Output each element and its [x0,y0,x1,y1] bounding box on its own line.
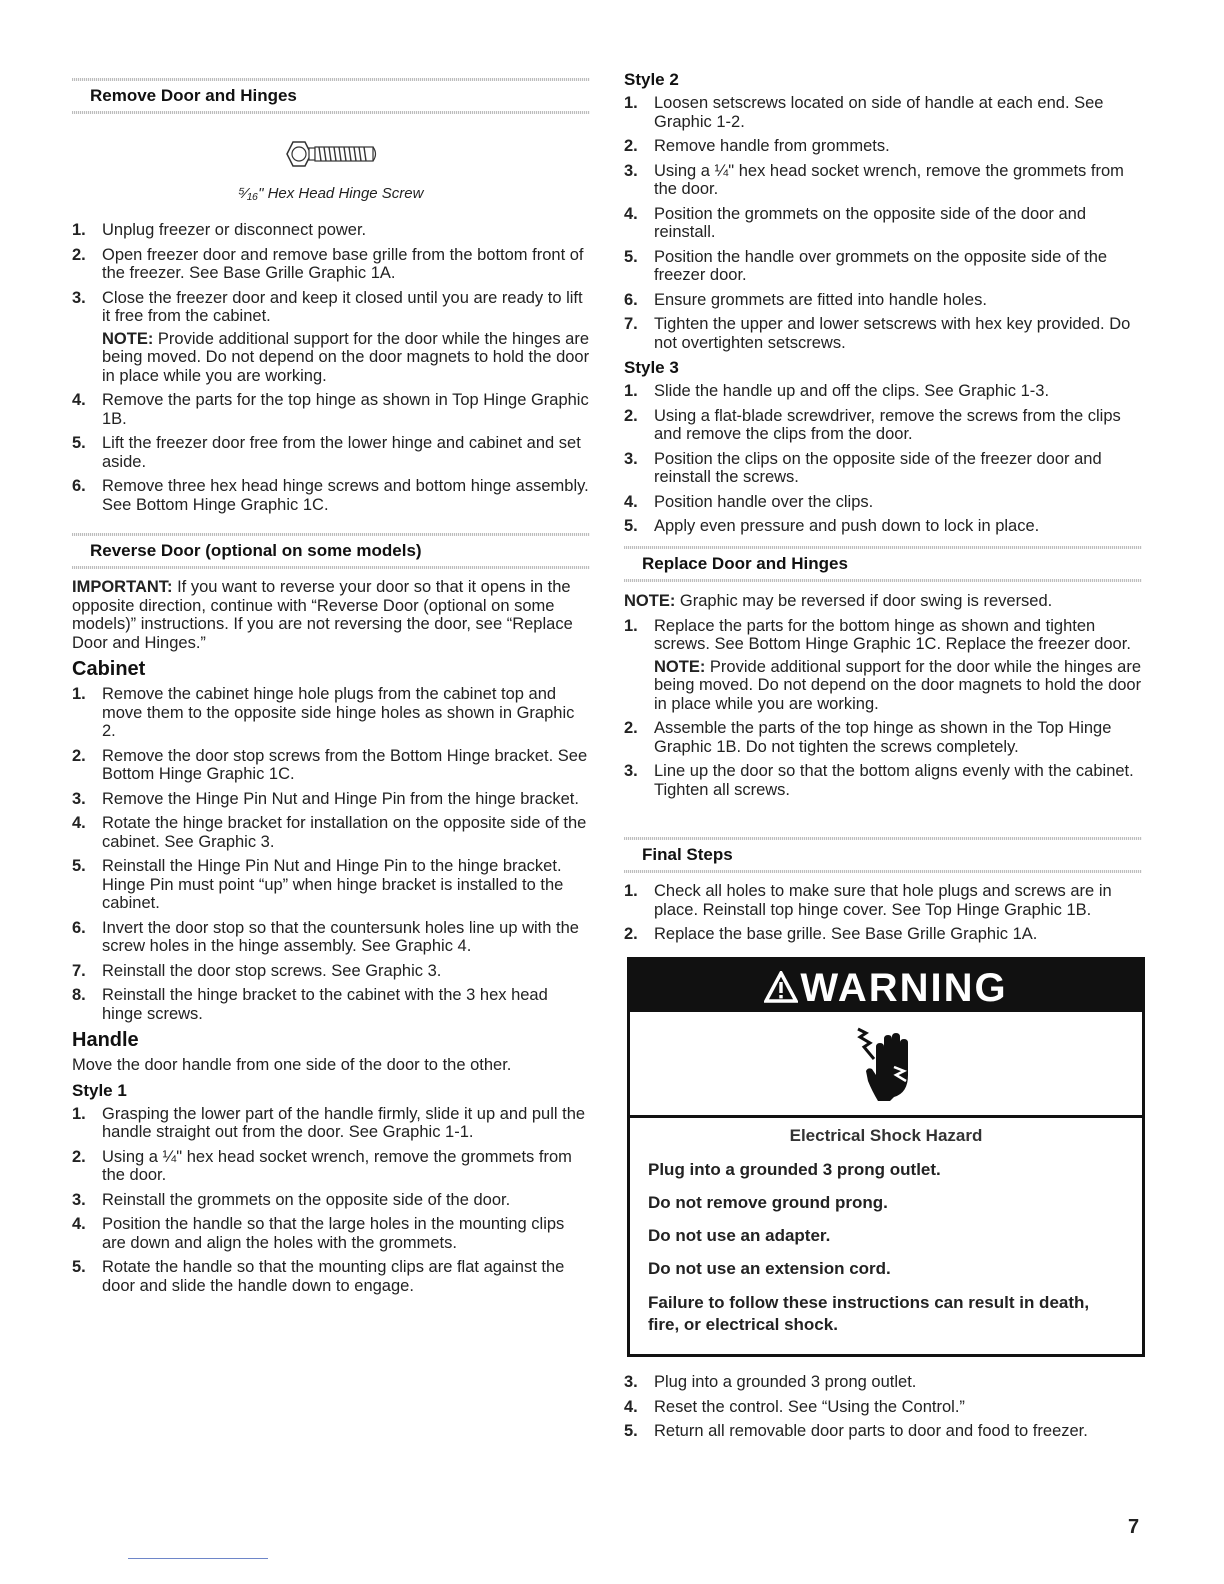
list-item: 5. Position the handle over grommets on the opposite side of the freezer door. [624,247,1108,284]
list-item: 2. Remove handle from grommets. [624,137,890,155]
final-block [624,882,1142,950]
style3-heading: Style 3 [624,358,679,377]
warning-box [627,957,1145,1357]
handle-heading: Handle [72,1029,139,1051]
cabinet-heading: Cabinet [72,658,146,680]
replace-steps-list [624,617,1142,800]
warning-line: Do not remove ground prong. [648,1193,888,1212]
style1-heading: Style 1 [72,1080,127,1100]
list-item: 4. Remove the parts for the top hinge as shown in Top Hinge Graphic 1B. [72,391,589,428]
list-item: 4. Position the grommets on the opposite side of the door and reinstall. [624,204,1087,241]
list-item: 5. Return all removable door parts to door and food to freezer. [624,1422,1088,1440]
important-paragraph: IMPORTANT: If you want to reverse your door so that it opens in the opposite direction, continue with “Reverse Door (optional on some models)” instructions. If you are not reversing the door, see “Replace Door and Hinges.” [72,578,573,652]
list-item: 1. Replace the parts for the bottom hinge as shown and tighten screws. See Bottom Hinge Graphic 1C. Replace the freezer door. NOTE: Provide additional support for the door while the hinges are being moved. Do not depend on the door magnets to hold the door in place while you are working. [624,616,1142,713]
style2-3-block [624,68,1142,542]
list-item: 1. Remove the cabinet hinge hole plugs from the cabinet top and move them to the opposite side hinge holes as shown in Graphic 2. [72,685,575,740]
list-item: 3. Position the clips on the opposite side of the freezer door and reinstall the screws. [624,449,1102,486]
note: NOTE: Provide additional support for the door while the hinges are being moved. Do not depend on the door magnets to hold the door in place while you are working. [102,329,590,385]
after-steps-list [624,1373,1142,1441]
warning-header: WARNING [630,960,1142,1012]
hex-screw-icon [283,136,379,172]
list-item: 2. Open freezer door and remove base grille from the bottom front of the freezer. See Base Grille Graphic 1A. [72,245,584,282]
list-item: 1. Loosen setscrews located on side of handle at each end. See Graphic 1-2. [624,94,1104,131]
replace-block [624,592,1142,805]
section-header-final-steps: Final Steps [624,837,1142,873]
list-item: 4. Reset the control. See “Using the Control.” [624,1397,965,1416]
final-steps-list [624,882,1142,944]
list-item: 4. Position handle over the clips. [624,492,874,511]
list-item: 2. Using a ¼" hex head socket wrench, remove the grommets from the door. [72,1147,572,1184]
list-item: 4. Rotate the hinge bracket for installation on the opposite side of the cabinet. See Graphic 3. [72,814,587,851]
list-item: 7. Reinstall the door stop screws. See Graphic 3. [72,961,442,980]
list-item: 5. Reinstall the Hinge Pin Nut and Hinge Pin to the hinge bracket. Hinge Pin must point “up” when hinge bracket is installed to the cabinet. [72,857,564,912]
list-item: 5. Rotate the handle so that the mounting clips are flat against the door and slide the handle down to engage. [72,1258,565,1295]
hinge-screw-figure [72,136,590,202]
list-item: 6. Remove three hex head hinge screws and bottom hinge assembly. See Bottom Hinge Graphic 1C. [72,477,589,514]
warning-line: Failure to follow these instructions can result in death, fire, or electrical shock. [648,1293,1090,1334]
shock-hazard-figure [630,1012,1142,1118]
list-item: 1. Unplug freezer or disconnect power. [72,221,367,239]
style1-steps-list [72,1105,590,1296]
style2-heading: Style 2 [624,70,679,89]
list-item: 4. Position the handle so that the large holes in the mounting clips are down and align the holes with the grommets. [72,1215,565,1252]
list-item: 2. Using a flat-blade screwdriver, remove the screws from the clips and remove the clips from the door. [624,406,1121,443]
style2-steps-list [624,94,1142,352]
list-item: 3. Using a ¼" hex head socket wrench, remove the grommets from the door. [624,161,1124,198]
warning-line: Do not use an extension cord. [648,1259,891,1278]
warning-body [630,1118,1142,1336]
section-header-remove-door: Remove Door and Hinges [72,78,590,114]
list-item: 8. Reinstall the hinge bracket to the cabinet with the 3 hex head hinge screws. [72,986,548,1023]
section-header-replace-door: Replace Door and Hinges [624,546,1142,582]
remove-steps-list [72,221,590,514]
style3-steps-list [624,382,1142,536]
warning-line: Plug into a grounded 3 prong outlet. [648,1160,941,1179]
list-item: 3. Remove the Hinge Pin Nut and Hinge Pin from the hinge bracket. [72,789,579,808]
list-item: 1. Slide the handle up and off the clips. See Graphic 1-3. [624,382,1050,400]
list-item: 1. Grasping the lower part of the handle firmly, slide it up and pull the handle straight out from the door. See Graphic 1-1. [72,1104,586,1141]
list-item: 3. Plug into a grounded 3 prong outlet. [624,1373,917,1391]
list-item: 2. Remove the door stop screws from the Bottom Hinge bracket. See Bottom Hinge Graphic 1C. [72,746,588,783]
list-item: 3. Reinstall the grommets on the opposite side of the door. [72,1190,511,1209]
section-header-reverse-door: Reverse Door (optional on some models) [72,533,590,569]
replace-note: NOTE: Graphic may be reversed if door swing is reversed. [624,592,1053,610]
reverse-block [72,578,590,1301]
after-warning-block [624,1373,1142,1447]
cabinet-steps-list [72,685,590,1023]
list-item: 2. Assemble the parts of the top hinge as shown in the Top Hinge Graphic 1B. Do not tighten the screws completely. [624,719,1112,756]
note: NOTE: Provide additional support for the door while the hinges are being moved. Do not depend on the door magnets to hold the door in place while you are working. [654,657,1142,713]
list-item: 5. Lift the freezer door free from the lower hinge and cabinet and set aside. [72,434,581,471]
list-item: 1. Check all holes to make sure that hole plugs and screws are in place. Reinstall top hinge cover. See Top Hinge Graphic 1B. [624,882,1112,919]
warning-title: Electrical Shock Hazard [789,1126,983,1145]
page-number: 7 [1128,1516,1140,1538]
footer-rule [128,1558,268,1559]
list-item: 6. Invert the door stop so that the countersunk holes line up with the screw holes in the hinge assembly. See Graphic 4. [72,918,579,955]
remove-steps-block [72,221,590,520]
list-item: 7. Tighten the upper and lower setscrews with hex key provided. Do not overtighten setscrews. [624,315,1131,352]
warning-line: Do not use an adapter. [648,1226,831,1245]
list-item: 6. Ensure grommets are fitted into handle holes. [624,290,987,309]
list-item: 3. Close the freezer door and keep it closed until you are ready to lift it free from the cabinet. NOTE: Provide additional support for the door while the hinges are being moved. Do not depend on the door magnets to hold the door in place while you are working. [72,288,590,385]
list-item: 3. Line up the door so that the bottom aligns evenly with the cabinet. Tighten all screws. [624,762,1134,799]
warning-triangle-icon [764,971,798,1003]
handle-intro: Move the door handle from one side of the door to the other. [72,1056,512,1074]
list-item: 5. Apply even pressure and push down to lock in place. [624,517,1040,535]
electric-shock-hand-icon [854,1025,918,1103]
screw-caption: ⁵⁄₁₆" Hex Head Hinge Screw [238,185,424,202]
list-item: 2. Replace the base grille. See Base Grille Graphic 1A. [624,925,1038,943]
